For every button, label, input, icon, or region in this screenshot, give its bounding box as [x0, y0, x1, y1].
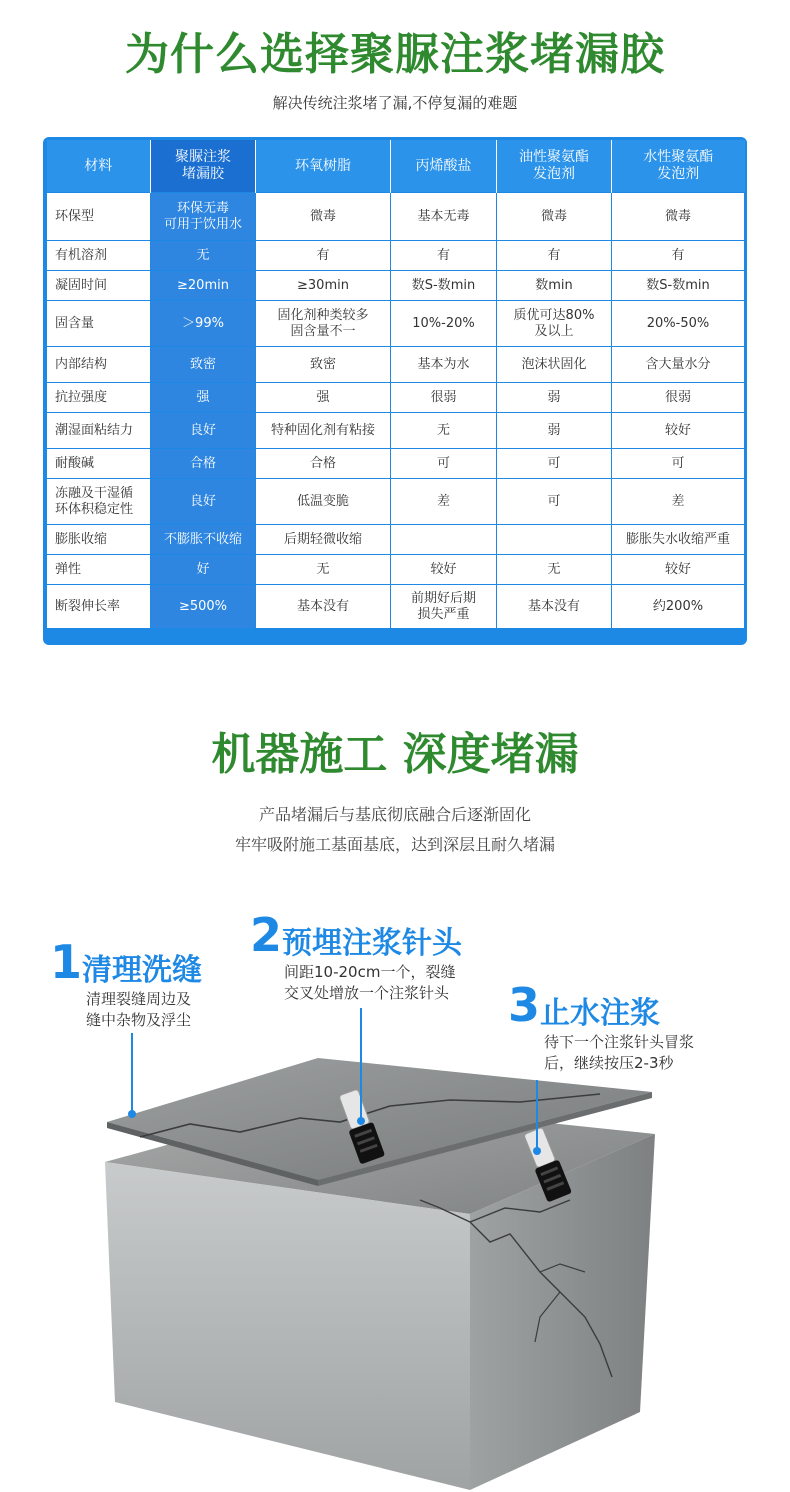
table-header-cell: 油性聚氨酯 发泡剂: [497, 140, 612, 193]
step2-leader-dot: [357, 1117, 365, 1125]
table-row-label: 凝固时间: [47, 271, 151, 301]
table-cell: 较好: [612, 555, 745, 585]
step-number: 1: [50, 935, 83, 989]
table-cell: [497, 525, 612, 555]
table-cell: 较好: [391, 555, 497, 585]
table-cell: 基本为水: [391, 347, 497, 383]
table-cell: 致密: [256, 347, 391, 383]
table-cell: 致密: [151, 347, 256, 383]
table-cell: 有: [391, 241, 497, 271]
section1-subtitle: 解决传统注浆堵了漏,不停复漏的难题: [272, 94, 518, 112]
table-cell: 差: [612, 479, 745, 525]
table-cell: 微毒: [497, 193, 612, 241]
table-cell: 可: [612, 449, 745, 479]
table-row-label: 膨胀收缩: [47, 525, 151, 555]
table-cell: 前期好后期 损失严重: [391, 585, 497, 629]
table-row-label: 固含量: [47, 301, 151, 347]
table-cell: 不膨胀不收缩: [151, 525, 256, 555]
table-cell: 低温变脆: [256, 479, 391, 525]
table-row-label: 耐酸碱: [47, 449, 151, 479]
table-row-label: 潮湿面粘结力: [47, 413, 151, 449]
step1-leader-dot: [128, 1110, 136, 1118]
step-title: 清理洗缝: [82, 953, 203, 988]
table-header-cell: 聚脲注浆 堵漏胶: [151, 140, 256, 193]
table-cell: ≥500%: [151, 585, 256, 629]
table-cell: 数min: [497, 271, 612, 301]
table-cell: 数S-数min: [612, 271, 745, 301]
table-cell: 10%-20%: [391, 301, 497, 347]
table-row: [47, 301, 745, 347]
table-cell: 基本没有: [256, 585, 391, 629]
step-3: [508, 978, 694, 1074]
table-row: [47, 479, 745, 525]
table-cell: 20%-50%: [612, 301, 745, 347]
table-cell: 泡沫状固化: [497, 347, 612, 383]
table-cell: 强: [256, 383, 391, 413]
table-cell: 合格: [151, 449, 256, 479]
table-row-label: 弹性: [47, 555, 151, 585]
table-cell: 较好: [612, 413, 745, 449]
step2-leader-line: [360, 1008, 362, 1120]
table-cell: 特种固化剂有粘接: [256, 413, 391, 449]
table-row: [47, 585, 745, 629]
table-header-row: [47, 140, 745, 193]
table-cell: 后期轻微收缩: [256, 525, 391, 555]
table-cell: 膨胀失水收缩严重: [612, 525, 745, 555]
table-cell: 数S-数min: [391, 271, 497, 301]
table-cell: 质优可达80% 及以上: [497, 301, 612, 347]
step-2: [250, 908, 462, 1004]
table-row: [47, 383, 745, 413]
section2-line1: 产品堵漏后与基底彻底融合后逐渐固化: [258, 805, 531, 824]
table-row-label: 断裂伸长率: [47, 585, 151, 629]
step-description: 待下一个注浆针头冒浆 后，继续按压2-3秒: [544, 1033, 695, 1072]
table-row-label: 抗拉强度: [47, 383, 151, 413]
table-cell: ≥20min: [151, 271, 256, 301]
step-number: 3: [508, 978, 541, 1032]
table-cell: 微毒: [612, 193, 745, 241]
table-header-cell: 丙烯酸盐: [391, 140, 497, 193]
table-cell: 微毒: [256, 193, 391, 241]
table-cell: 很弱: [391, 383, 497, 413]
step-description: 清理裂缝周边及 缝中杂物及浮尘: [86, 990, 192, 1029]
step-description: 间距10-20cm一个，裂缝 交叉处增放一个注浆针头: [284, 963, 456, 1002]
table-row: [47, 193, 745, 241]
table-cell: 良好: [151, 413, 256, 449]
table-row-label: 有机溶剂: [47, 241, 151, 271]
table-cell: ≥30min: [256, 271, 391, 301]
table-cell: 约200%: [612, 585, 745, 629]
table-cell: ＞99%: [151, 301, 256, 347]
table-cell: 基本没有: [497, 585, 612, 629]
table-row-label: 内部结构: [47, 347, 151, 383]
table-cell: 很弱: [612, 383, 745, 413]
table-cell: 基本无毒: [391, 193, 497, 241]
table-cell: 有: [256, 241, 391, 271]
table-cell: 无: [256, 555, 391, 585]
table-cell: 固化剂种类较多 固含量不一: [256, 301, 391, 347]
section2-title: 机器施工 深度堵漏: [211, 729, 579, 780]
table-row: [47, 413, 745, 449]
step-1: [50, 935, 202, 1031]
table-row: [47, 347, 745, 383]
table-header-cell: 水性聚氨酯 发泡剂: [612, 140, 745, 193]
table-cell: 无: [151, 241, 256, 271]
table-row: [47, 555, 745, 585]
step-title: 止水注浆: [540, 996, 661, 1031]
table-row: [47, 449, 745, 479]
table-cell: 差: [391, 479, 497, 525]
table-row: [47, 271, 745, 301]
table-cell: 可: [497, 449, 612, 479]
table-cell: [391, 525, 497, 555]
table-header-cell: 环氧树脂: [256, 140, 391, 193]
table-cell: 无: [497, 555, 612, 585]
table-cell: 良好: [151, 479, 256, 525]
table-cell: 有: [612, 241, 745, 271]
step3-leader-line: [536, 1080, 538, 1150]
table-row: [47, 241, 745, 271]
table-cell: 含大量水分: [612, 347, 745, 383]
table-cell: 环保无毒 可用于饮用水: [151, 193, 256, 241]
comparison-table: [46, 140, 745, 629]
step-number: 2: [250, 908, 283, 962]
table-cell: 弱: [497, 413, 612, 449]
table-cell: 可: [391, 449, 497, 479]
table-row: [47, 525, 745, 555]
table-cell: 可: [497, 479, 612, 525]
table-cell: 好: [151, 555, 256, 585]
section1-title: 为什么选择聚脲注浆堵漏胶: [125, 29, 665, 80]
step3-leader-dot: [533, 1147, 541, 1155]
table-cell: 无: [391, 413, 497, 449]
block-front-face: [105, 1162, 470, 1490]
table-cell: 合格: [256, 449, 391, 479]
section2-line2: 牢牢吸附施工基面基底，达到深层且耐久堵漏: [234, 835, 555, 854]
table-cell: 强: [151, 383, 256, 413]
table-header-cell: 材料: [47, 140, 151, 193]
comparison-table-frame: [43, 137, 747, 645]
table-cell: 弱: [497, 383, 612, 413]
table-row-label: 冻融及干湿循 环体积稳定性: [47, 479, 151, 525]
step-title: 预埋注浆针头: [282, 926, 463, 961]
table-cell: 有: [497, 241, 612, 271]
table-row-label: 环保型: [47, 193, 151, 241]
step1-leader-line: [131, 1033, 133, 1113]
